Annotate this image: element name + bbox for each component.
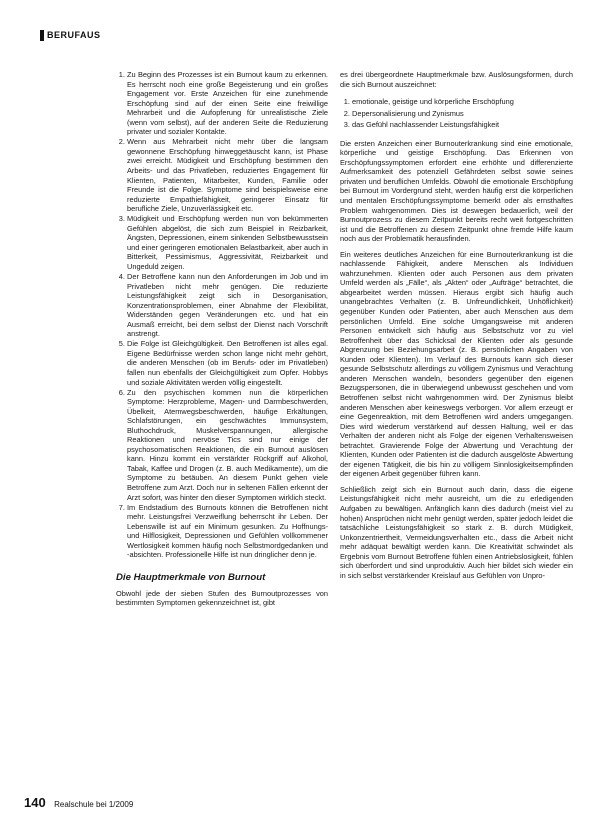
stage-item-5: 5. Die Folge ist Gleichgültigkeit. Den Betroffenen ist alles egal. Eigene Bedürfnisse werden schon lange nicht mehr gehört, die anderen Menschen (ob im Berufs- oder im Privatleben) fallen nun ebenfalls der Gleichgültigkeit zum Opfer. Hobbys und soziale Aktivitäten werden völlig eingestellt. — [127, 339, 328, 387]
criteria-intro: es drei übergeordnete Hauptmerkmale bzw. Auslösungsformen, durch die sich Burnout auszeichnet: — [340, 70, 573, 89]
burnout-stages-list — [116, 70, 328, 560]
page-number: 140 — [24, 795, 46, 810]
stage-item-3: 3. Müdigkeit und Erschöpfung werden nun von bekümmerten Gefühlen abgelöst, die sich zum Beispiel in Reizbarkeit, Ängsten, Depressionen, einem sinkenden Selbstbewusstsein und einer geringeren emotionalen Belastbarkeit, aber auch in Bitterkeit, Pessimismus, Aggressivität, Reizbarkeit und Ungeduld zeigen. — [127, 214, 328, 271]
body-paragraph-exhaustion: Die ersten Anzeichen einer Burnouterkrankung sind eine emotionale, körperliche und geistige Erschöpfung. Das Erkennen von Erschöpfungssymptomen erfordert eine erhöhte und differenzierte Aufmerksamkeit des potenziell Gefährdeten selbst sowie seines privaten und beruflichen Umfelds. Obwohl die emotionale Erschöpfung bei Burnout im Vordergrund steht, werden häufig erst die körperlichen und mentalen Erschöpfungssymptome bemerkt oder als ernsthaftes Problem wahrgenommen. Dies ist deswegen bedauerlich, weil der Burnoutprozess zu diesem Zeitpunkt bereits recht weit fortgeschritten ist und die Betroffenen zu diesem Zeitpunkt ohne fremde Hilfe kaum noch aus der Problematik herausfinden. — [340, 138, 573, 244]
main-criteria-list — [340, 97, 573, 130]
page-footer — [24, 796, 133, 812]
body-paragraph-depersonalisation: Ein weiteres deutliches Anzeichen für eine Burnouterkrankung ist die nachlassende Fähigkeit, andere Menschen als Individuen wahrzunehmen. Klienten oder auch Personen aus dem privaten Umfeld werden als „Fälle“, als „Akten“ oder „Aufträge“ betrachtet, die abgearbeitet werden müssen. Hieraus ergibt sich häufig auch unangebrachtes Verhalten (z. B. Unfreundlichkeit, Unhöflichkeit) gegenüber Kunden oder Patienten, aber auch Menschen aus dem persönlichen Umfeld. Eine solche Umgangsweise mit anderen Personen entwickelt sich häufig aus Selbstschutz vor zu viel Betroffenheit über das Schicksal der Klienten oder als gesunde Abgrenzung bei Beziehungsarbeit (z. B. persönlichen Angaben von Kunden oder Klienten). Im Verlauf des Burnouts kann sich dieser gesunde Selbstschutz allerdings zu völligem Zynismus und Verachtung anderen Menschen wandeln, besonders gegenüber den eigenen Bezugspersonen, die in überwiegend unbewusst geschehen und vom Betroffenen selbst nicht wahrgenommen wird. Der Zynismus bleibt anderen Menschen aber keineswegs verborgen. Vor allem erzeugt er eine Gegenreaktion, mit dem Betroffenen wird anders umgegangen. Dies wird wiederum verstärkend auf dessen Haltung, weil er das Verhalten der anderen nicht als Folge der eigenen Verhaltensweisen betrachtet. Gravierende Folge der Abwertung und Verachtung der Klienten, Kunden oder Patienten ist die dadurch ausgelöste Abwertung der eigenen Tätigkeit, die bis hin zu völligem Sinnlosigkeitsempfinden der eigenen Arbeit gegenüber führen kann. — [340, 249, 573, 479]
stage-item-1: 1. Zu Beginn des Prozesses ist ein Burnout kaum zu erkennen. Es herrscht noch eine große Begeisterung und ein großes Engagement vor. Erste Anzeichen für eine zunehmende Erschöpfung sind auf der einen Seite eine freiwillige Mehrarbeit und die Aufopferung für unrealistische Ziele (wenn vom selbst), auf der anderen Seite die Reduzierung privater und sozialer Kontakte. — [127, 70, 328, 137]
stage-item-4: 4. Der Betroffene kann nun den Anforderungen im Job und im Privatleben nicht mehr genügen. Die reduzierte Leistungsfähigkeit zeigt sich in Desorganisation, Konzentrationsproblemen, einer Abnahme der Flexibilität, Widerständen gegen Veränderungen etc. und hat ein Ausmaß erreicht, bei dem selbst der Dienst nach Vorschrift anstrengt. — [127, 272, 328, 339]
stage-item-2: 2. Wenn aus Mehrarbeit nicht mehr über die langsam gewonnene Erschöpfung hinweggetäuscht kann, ist Phase zwei erreicht. Müdigkeit und Erschöpfung bestimmen den Arbeits- und das Privatleben, reduziertes Engagement für Klienten, Patienten, Mitarbeiter, Kunden, Familie oder Freunde ist die Folge. Symptome sind beispielsweise eine reduzierte Empathiefähigkeit, geringerer Einsatz für berufliche Ziele, Unzuverlässigkeit etc. — [127, 137, 328, 213]
issue-label: Realschule bei 1/2009 — [54, 800, 134, 809]
criteria-item-1: 1. emotionale, geistige und körperliche Erschöpfung — [352, 97, 573, 107]
criteria-item-3: 3. das Gefühl nachlassender Leistungsfähigkeit — [352, 120, 573, 130]
body-paragraph-performance: Schließlich zeigt sich ein Burnout auch darin, dass die eigene Leistungsfähigkeit nicht mehr ausreicht, um die zu erledigenden Aufgaben zu bewältigen. Anfänglich kann dies dadurch (meist viel zu hohen) Ansprüchen nicht mehr genügt werden, später jedoch leidet die tatsächliche Leistungsfähigkeit so stark z. B. durch Müdigkeit, Unkonzentriertheit, Vermeidungsverhalten etc., dass die Arbeit nicht mehr adäquat bewältigt werden kann. Die Kreativität schwindet als Ergebnis vom Burnout Betroffene fühlen einen Antriebslosigkeit, fühlen sich überfordert und sind unproduktiv. Auch hier bildet sich wieder ein in sich selbst verstärkender Kreislauf aus Gefühlen von Unpro- — [340, 484, 573, 580]
stage-item-7: 7. Im Endstadium des Burnouts können die Betroffenen nicht mehr. Leistungsfrei Verzweiflung beherrscht ihr Leben. Der Lebenswille ist auf ein Minimum gesunken. Zu Hoffnungs- und Hilflosigkeit, Depressionen und Gefühlen vollkommener Wertlosigkeit kommen häufig noch Selbstmordgedanken und -absichten. Professionelle Hilfe ist nun dringlicher denn je. — [127, 503, 328, 560]
section-tag: BERUFAUS — [40, 30, 101, 41]
stage-item-6: 6. Zu den psychischen kommen nun die körperlichen Symptome: Herzprobleme, Magen- und Darmbeschwerden, Übelkeit, Atemwegsbeschwerden, häufige Erkältungen, Schlafstörungen, ein geschwächtes Immunsystem, Bluthochdruck, Muskelverspannungen, allergische Reaktionen und nervöse Tics sind nur einige der psychosomatischen Reaktionen, die ein Burnout auslösen kann. Hinzu kommt ein verstärkter Rückgriff auf Alkohol, Tabak, Kaffee und Drogen (z. B. auch Medikamente), um die Symptome zu betäuben. An diesem Punkt gehen viele Betroffene zum Arzt. Doch nur in seltenen Fällen erkennt der Arzt sofort, was hinter den dieser Symptomen wirklich steckt. — [127, 388, 328, 503]
section-heading: Die Hauptmerkmale von Burnout — [116, 571, 266, 583]
criteria-item-2: 2. Depersonalisierung und Zynismus — [352, 109, 573, 119]
left-column — [116, 70, 328, 805]
right-column — [340, 70, 573, 805]
intro-paragraph: Obwohl jede der sieben Stufen des Burnoutprozesses von bestimmten Symptomen gekennzeichnet ist, gibt — [116, 588, 328, 608]
